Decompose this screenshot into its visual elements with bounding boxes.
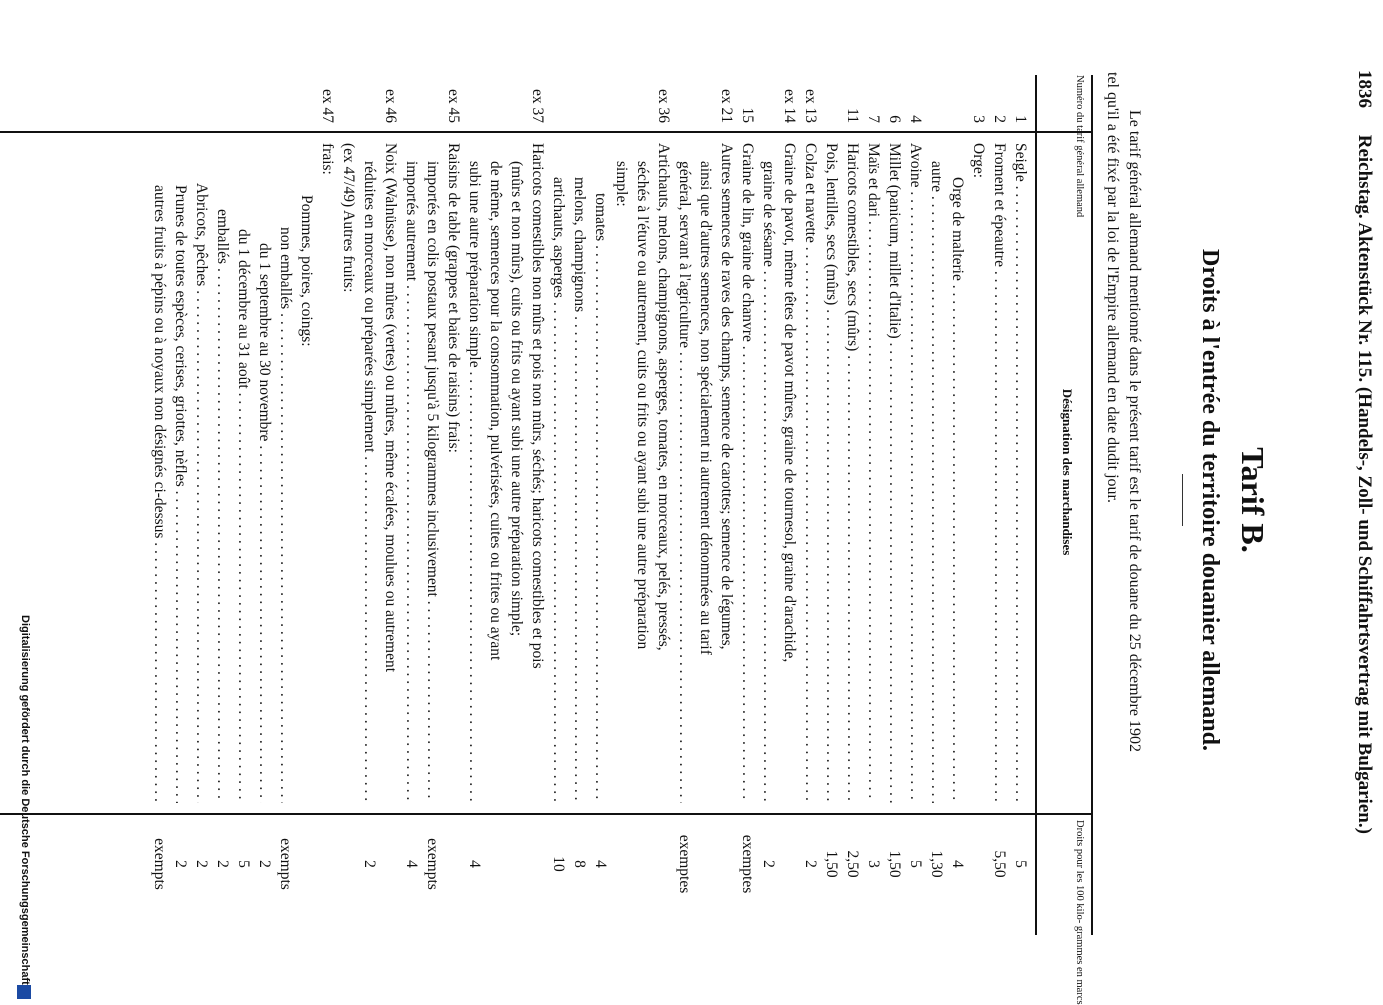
table-row xyxy=(149,75,170,935)
row-designation: Raisins de table (grappes et baies de raisins) frais: xyxy=(445,143,462,453)
intro-line: Le tarif général allemand mentionné dans le présent tarif est le tarif de douane du 25 décembre 1902 xyxy=(1126,110,1143,752)
row-number: 15 xyxy=(739,107,756,123)
row-designation: frais: xyxy=(319,143,336,175)
row-duty: 3 xyxy=(865,860,882,868)
table-row xyxy=(317,75,338,935)
table-row xyxy=(926,75,947,935)
running-title: Reichstag. Aktenstück Nr. 115. (Handels-, Zoll- und Schiffahrtsvertrag mit Bulgarien.) xyxy=(1354,134,1375,834)
row-designation: Haricots comestibles non mûrs et pois non mûrs, séchés; haricots comestibles et pois xyxy=(529,143,546,669)
table-row xyxy=(695,75,716,935)
row-designation: Haricots comestibles, secs (mûrs) . . . xyxy=(842,143,863,803)
table-row xyxy=(296,75,317,935)
table-row xyxy=(569,75,590,935)
row-designation: ainsi que d'autres semences, non spécialement ni autrement dénommées au tarif xyxy=(697,161,714,655)
row-duty: 5 xyxy=(235,860,252,868)
table-row xyxy=(968,75,989,935)
row-number: ex 14 xyxy=(781,88,798,123)
row-number: ex 36 xyxy=(655,88,672,123)
row-designation: Orge: xyxy=(970,143,987,179)
row-designation: tomates . . . xyxy=(590,143,611,803)
row-designation: subi une autre préparation simple . . . xyxy=(464,143,485,803)
row-number: ex 47 xyxy=(319,88,336,123)
row-designation: de même, semences pour la consommation, pulvérisées, cuites ou frites ou ayant xyxy=(487,161,504,661)
row-designation: Artichauts, melons, champignons, asperges, tomates, en morceaux, pelés, pressés, xyxy=(655,143,672,651)
dfg-logo xyxy=(17,985,31,999)
row-designation: Abricots, pêches . . . xyxy=(191,143,212,803)
table-row xyxy=(1010,75,1031,935)
row-duty: 10 xyxy=(550,856,567,872)
row-duty: 1,30 xyxy=(928,850,945,878)
table-row xyxy=(233,75,254,935)
table-row xyxy=(737,75,758,935)
table-row xyxy=(653,75,674,935)
row-number: 1 xyxy=(1012,115,1029,123)
row-designation: général, servant à l'agriculture . . . xyxy=(674,143,695,803)
row-designation: artichauts, asperges . . . xyxy=(548,143,569,803)
table-row xyxy=(842,75,863,935)
row-designation: du 1 décembre au 31 août . . . xyxy=(233,143,254,803)
row-duty: 2 xyxy=(214,860,231,868)
intro-paragraph xyxy=(1101,72,1145,932)
table-row xyxy=(548,75,569,935)
row-duty: 2 xyxy=(172,860,189,868)
row-designation: Orge de malterie . . . xyxy=(947,143,968,803)
row-designation: autre . . . xyxy=(926,143,947,803)
table-row xyxy=(338,75,359,935)
table-row xyxy=(380,75,401,935)
row-designation: Autres semences de raves des champs, semence de carottes; semence de légumes, xyxy=(718,143,735,650)
row-designation: Pommes, poires, coings: xyxy=(298,195,315,347)
row-duty: 4 xyxy=(949,860,966,868)
row-duty: 5 xyxy=(907,860,924,868)
row-duty: exemptes xyxy=(739,834,756,894)
row-number: 6 xyxy=(886,115,903,123)
page-number: 1836 xyxy=(1354,70,1375,108)
header-designation: Désignation des marchandises xyxy=(1060,388,1075,556)
table-row xyxy=(464,75,485,935)
row-duty: 1,50 xyxy=(823,850,840,878)
row-duty: exempts xyxy=(277,838,294,890)
row-designation: Colza et navette . . . xyxy=(800,143,821,803)
row-designation: importés autrement . . . xyxy=(401,143,422,803)
row-duty: 4 xyxy=(403,860,420,868)
row-designation: emballés . . . xyxy=(212,143,233,803)
row-duty: exempts xyxy=(151,838,168,890)
title-divider xyxy=(1182,474,1183,526)
row-designation: graine de sésame . . . xyxy=(758,143,779,803)
table-row xyxy=(758,75,779,935)
table-row xyxy=(422,75,443,935)
row-number: 4 xyxy=(907,115,924,123)
row-designation: simple: xyxy=(613,161,630,207)
table-row xyxy=(779,75,800,935)
table-row xyxy=(947,75,968,935)
table-row xyxy=(611,75,632,935)
row-designation: Avoine . . . xyxy=(905,143,926,803)
row-number: 2 xyxy=(991,115,1008,123)
table-row xyxy=(401,75,422,935)
row-designation: Graine de lin, graine de chanvre . . . xyxy=(737,143,758,803)
row-duty: 2 xyxy=(361,860,378,868)
row-number: ex 13 xyxy=(802,88,819,123)
table-row xyxy=(191,75,212,935)
row-duty: 2 xyxy=(802,860,819,868)
row-number: ex 37 xyxy=(529,88,546,123)
column-divider xyxy=(1037,813,1093,815)
row-designation: réduites en morceaux ou préparées simplement . . . xyxy=(359,143,380,803)
table-row xyxy=(905,75,926,935)
page-subtitle: Droits à l'entrée du territoire douanier allemand. xyxy=(1197,249,1223,751)
row-designation: importés en colis postaux pesant jusqu'à 5 kilogrammes inclusivement . . . xyxy=(422,143,443,803)
row-duty: 8 xyxy=(571,860,588,868)
header-duty: Droits pour les 100 kilo- grammes en marcs xyxy=(1074,820,1085,1005)
table-row xyxy=(716,75,737,935)
row-number: 3 xyxy=(970,115,987,123)
row-designation: melons, champignons . . . xyxy=(569,143,590,803)
table-row xyxy=(254,75,275,935)
row-designation: séchés à l'étuve ou autrement, cuits ou frits ou ayant subi une autre préparation xyxy=(634,161,651,650)
intro-line: tel qu'il a été fixé par la loi de l'Empire allemand en date dudit jour. xyxy=(1104,72,1121,503)
row-designation: (ex 47/49) Autres fruits: xyxy=(340,143,357,293)
row-designation: autres fruits à pépins ou à noyaux non désignés ci-dessus . . . xyxy=(149,143,170,803)
row-designation: Graine de pavot, même têtes de pavot mûres, graine de tournesol, graine d'arachide, xyxy=(781,143,798,663)
table-row xyxy=(506,75,527,935)
row-designation: du 1 septembre au 30 novembre . . . xyxy=(254,143,275,803)
table-row xyxy=(212,75,233,935)
row-duty: 2 xyxy=(193,860,210,868)
table-row xyxy=(275,75,296,935)
table-row xyxy=(821,75,842,935)
table-row xyxy=(170,75,191,935)
row-duty: 2 xyxy=(760,860,777,868)
row-designation: Millet (panicum, millet d'Italie) . . . xyxy=(884,143,905,803)
row-duty: exempts xyxy=(424,838,441,890)
table-row xyxy=(800,75,821,935)
footer-credit: Digitalisierung gefördert durch die Deutsche Forschungsgemeinschaft xyxy=(19,615,31,985)
row-designation: Froment et épeautre . . . xyxy=(989,143,1010,803)
row-number: ex 21 xyxy=(718,88,735,123)
row-designation: Noix (Walnüsse), non mûres (vertes) ou mûres, même écalées, moulues ou autrement xyxy=(382,143,399,673)
table-row xyxy=(884,75,905,935)
table-row xyxy=(989,75,1010,935)
row-duty: 1,50 xyxy=(886,850,903,878)
tariff-table xyxy=(0,75,1093,1005)
row-duty: 2,50 xyxy=(844,850,861,878)
row-number: 7 xyxy=(865,115,882,123)
row-number: 11 xyxy=(844,108,861,123)
table-top-rule xyxy=(1091,75,1093,935)
table-header-rule xyxy=(1035,75,1037,935)
row-duty: 5 xyxy=(1012,860,1029,868)
table-row xyxy=(527,75,548,935)
row-duty: 2 xyxy=(256,860,273,868)
row-designation: non emballés . . . xyxy=(275,143,296,803)
row-duty: 4 xyxy=(466,860,483,868)
row-designation: Maïs et dari . . . xyxy=(863,143,884,803)
table-row xyxy=(632,75,653,935)
row-duty: 5,50 xyxy=(991,850,1008,878)
row-designation: Pois, lentilles, secs (mûrs) . . . xyxy=(821,143,842,803)
page-title: Tarif B. xyxy=(1235,447,1271,553)
row-designation: Prunes de toutes espèces, cerises, griottes, nèfles . . . xyxy=(170,143,191,803)
table-row xyxy=(863,75,884,935)
row-duty: exemptes xyxy=(676,834,693,894)
table-row xyxy=(590,75,611,935)
row-designation: (mûrs et non mûrs), cuits ou frits ou ayant subi une autre préparation simple; xyxy=(508,161,525,637)
running-header xyxy=(1353,70,1375,834)
table-row xyxy=(674,75,695,935)
header-number: Numéro du tarif général allemand xyxy=(1074,75,1085,218)
row-number: ex 46 xyxy=(382,88,399,123)
table-row xyxy=(359,75,380,935)
row-duty: 4 xyxy=(592,860,609,868)
table-row xyxy=(485,75,506,935)
table-row xyxy=(443,75,464,935)
row-designation: Seigle . . . xyxy=(1010,143,1031,803)
row-number: ex 45 xyxy=(445,88,462,123)
